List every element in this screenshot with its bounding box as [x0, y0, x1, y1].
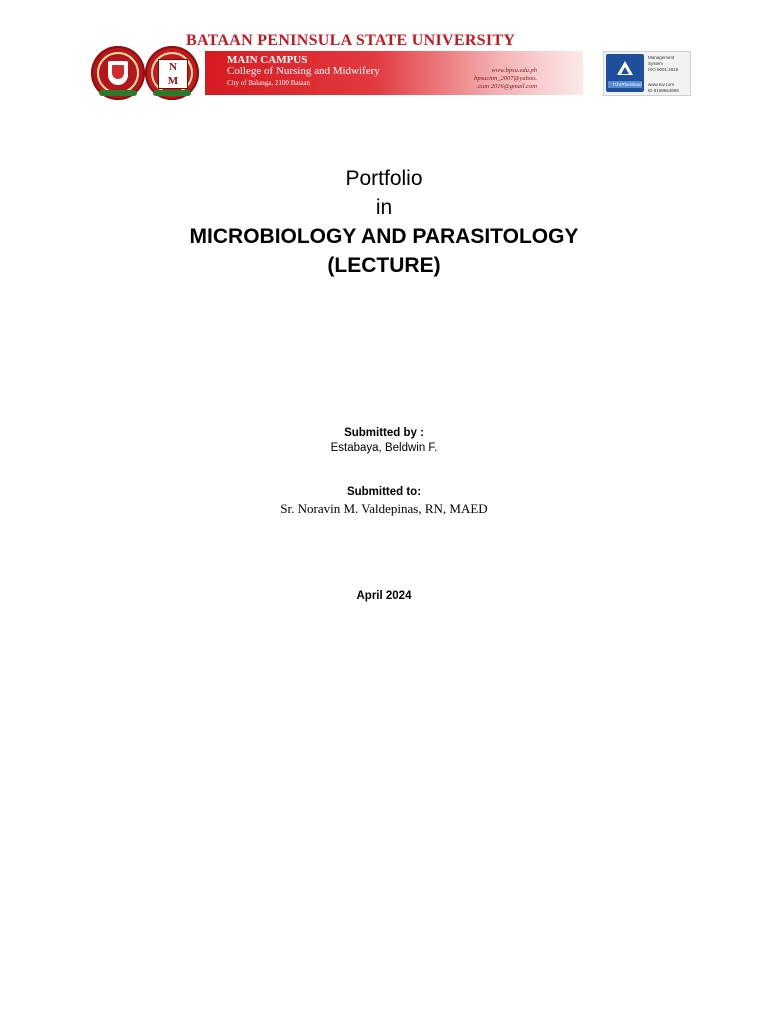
university-seal-logo	[91, 46, 145, 100]
certification-footer	[648, 82, 679, 93]
college-name: College of Nursing and Midwifery	[227, 65, 380, 77]
contact-website: www.bpsu.edu.ph	[491, 67, 537, 74]
contact-email-1: bpsucnm_2007@yahoo.	[474, 75, 537, 82]
campus-banner	[205, 51, 583, 95]
college-seal-letter-m: M	[167, 75, 179, 87]
submitted-by-label: Submitted by :	[344, 427, 424, 439]
cert-id: ID 9108654808	[648, 87, 679, 93]
submitted-to-name: Sr. Noravin M. Valdepinas, RN, MAED	[280, 501, 488, 516]
title-line-in: in	[375, 196, 393, 219]
title-line-subject: MICROBIOLOGY AND PARASITOLOGY	[189, 225, 579, 248]
submitted-to-label: Submitted to:	[346, 486, 422, 498]
cert-line-iso: ISO 9001:2015	[648, 67, 679, 72]
letterhead	[88, 32, 692, 104]
cert-website: www.tuv.com	[648, 82, 675, 87]
campus-name: MAIN CAMPUS	[227, 54, 308, 66]
college-seal-logo	[145, 46, 199, 100]
tuv-badge-label: TÜVRheinland	[612, 82, 642, 87]
submitted-by-name: Estabaya, Beldwin F.	[330, 442, 438, 454]
university-name: BATAAN PENINSULA STATE UNIVERSITY	[186, 32, 516, 49]
submission-date: April 2024	[356, 590, 412, 602]
iso-certification-badge	[603, 51, 691, 96]
title-line-lecture: (LECTURE)	[327, 254, 441, 277]
contact-info	[474, 67, 537, 91]
cert-line-system: System	[648, 61, 664, 66]
document-title	[0, 164, 768, 280]
tuv-logo-icon	[606, 54, 644, 92]
college-seal-letter-n: N	[169, 61, 177, 73]
contact-email-2: .com 2016@gmail.com	[476, 83, 537, 90]
title-line-portfolio: Portfolio	[345, 167, 423, 190]
cert-line-management: Management	[648, 55, 675, 60]
certification-details	[648, 55, 678, 73]
campus-address: City of Balanga, 2100 Bataan	[227, 79, 311, 87]
